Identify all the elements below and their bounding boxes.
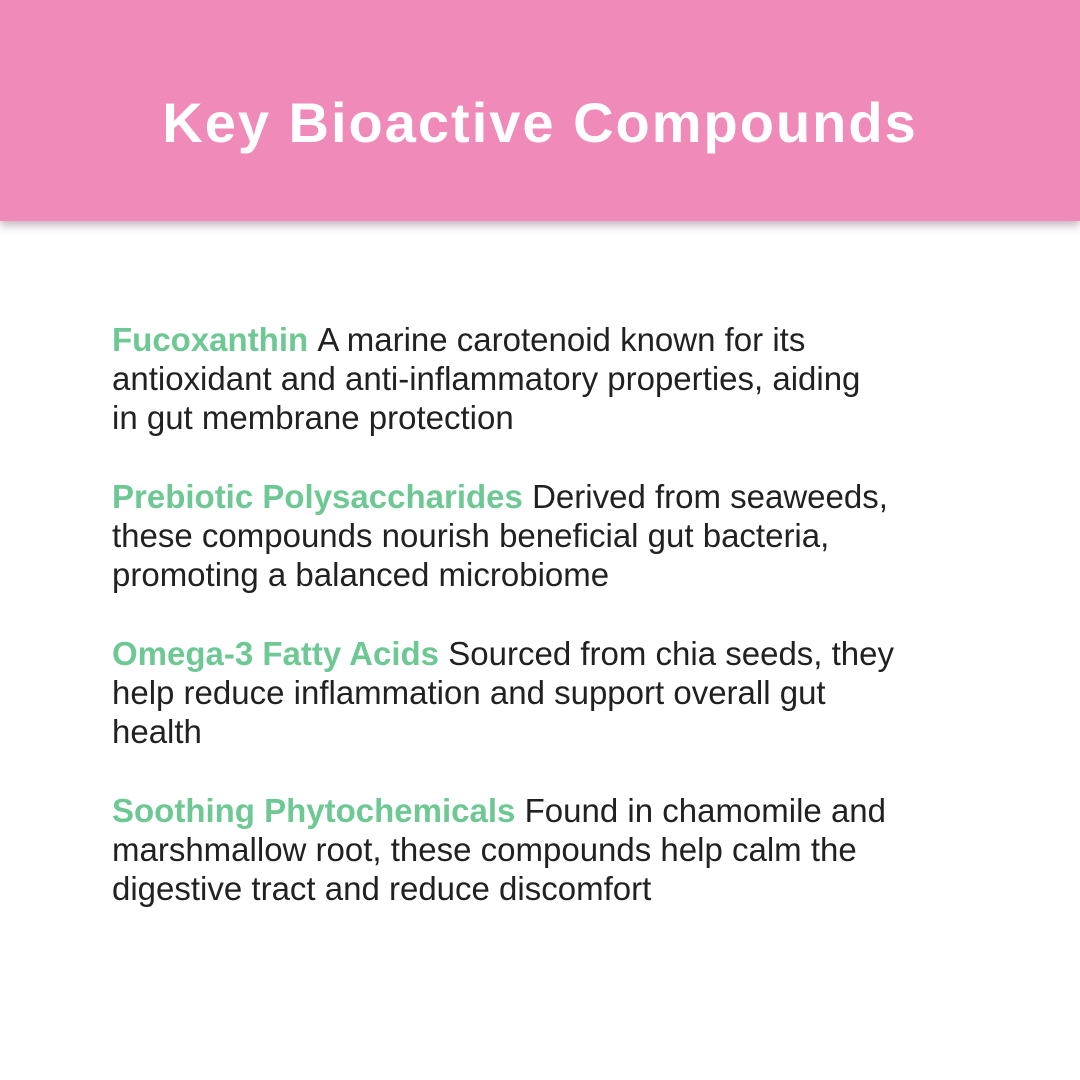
compound-line-text: antioxidant and anti-inflammatory properties, aiding: [112, 360, 861, 397]
compound-line: [112, 791, 1080, 830]
compound-line: [112, 477, 1080, 516]
compound-line-text: Derived from seaweeds,: [532, 478, 888, 515]
compound-term: Fucoxanthin: [112, 321, 309, 358]
title-banner: [0, 0, 1080, 221]
compound-list: [0, 221, 1080, 948]
compound-line-text: Found in chamomile and: [524, 792, 887, 829]
compound-term: Soothing Phytochemicals: [112, 792, 516, 829]
compound-line-text: A marine carotenoid known for its: [317, 321, 806, 358]
compound-line: [112, 320, 1080, 359]
compound-line-text: health: [112, 713, 202, 750]
compound-item-prebiotic-polysaccharides: [112, 477, 1080, 594]
compound-line-text: Sourced from chia seeds, they: [448, 635, 895, 672]
compound-line-text: promoting a balanced microbiome: [112, 556, 610, 593]
compound-item-omega-3-fatty-acids: [112, 634, 1080, 751]
compound-item-fucoxanthin: [112, 320, 1080, 437]
compound-item-soothing-phytochemicals: [112, 791, 1080, 908]
compound-line: [112, 634, 1080, 673]
page-title: Key Bioactive Compounds: [162, 91, 918, 154]
compound-line-text: help reduce inflammation and support overall gut: [112, 674, 826, 711]
compound-line-text: marshmallow root, these compounds help calm the: [112, 831, 857, 868]
compound-term: Prebiotic Polysaccharides: [112, 478, 523, 515]
compound-line-text: in gut membrane protection: [112, 399, 514, 436]
compound-line-text: these compounds nourish beneficial gut bacteria,: [112, 517, 830, 554]
compound-line-text: digestive tract and reduce discomfort: [112, 870, 652, 907]
compound-term: Omega-3 Fatty Acids: [112, 635, 440, 672]
